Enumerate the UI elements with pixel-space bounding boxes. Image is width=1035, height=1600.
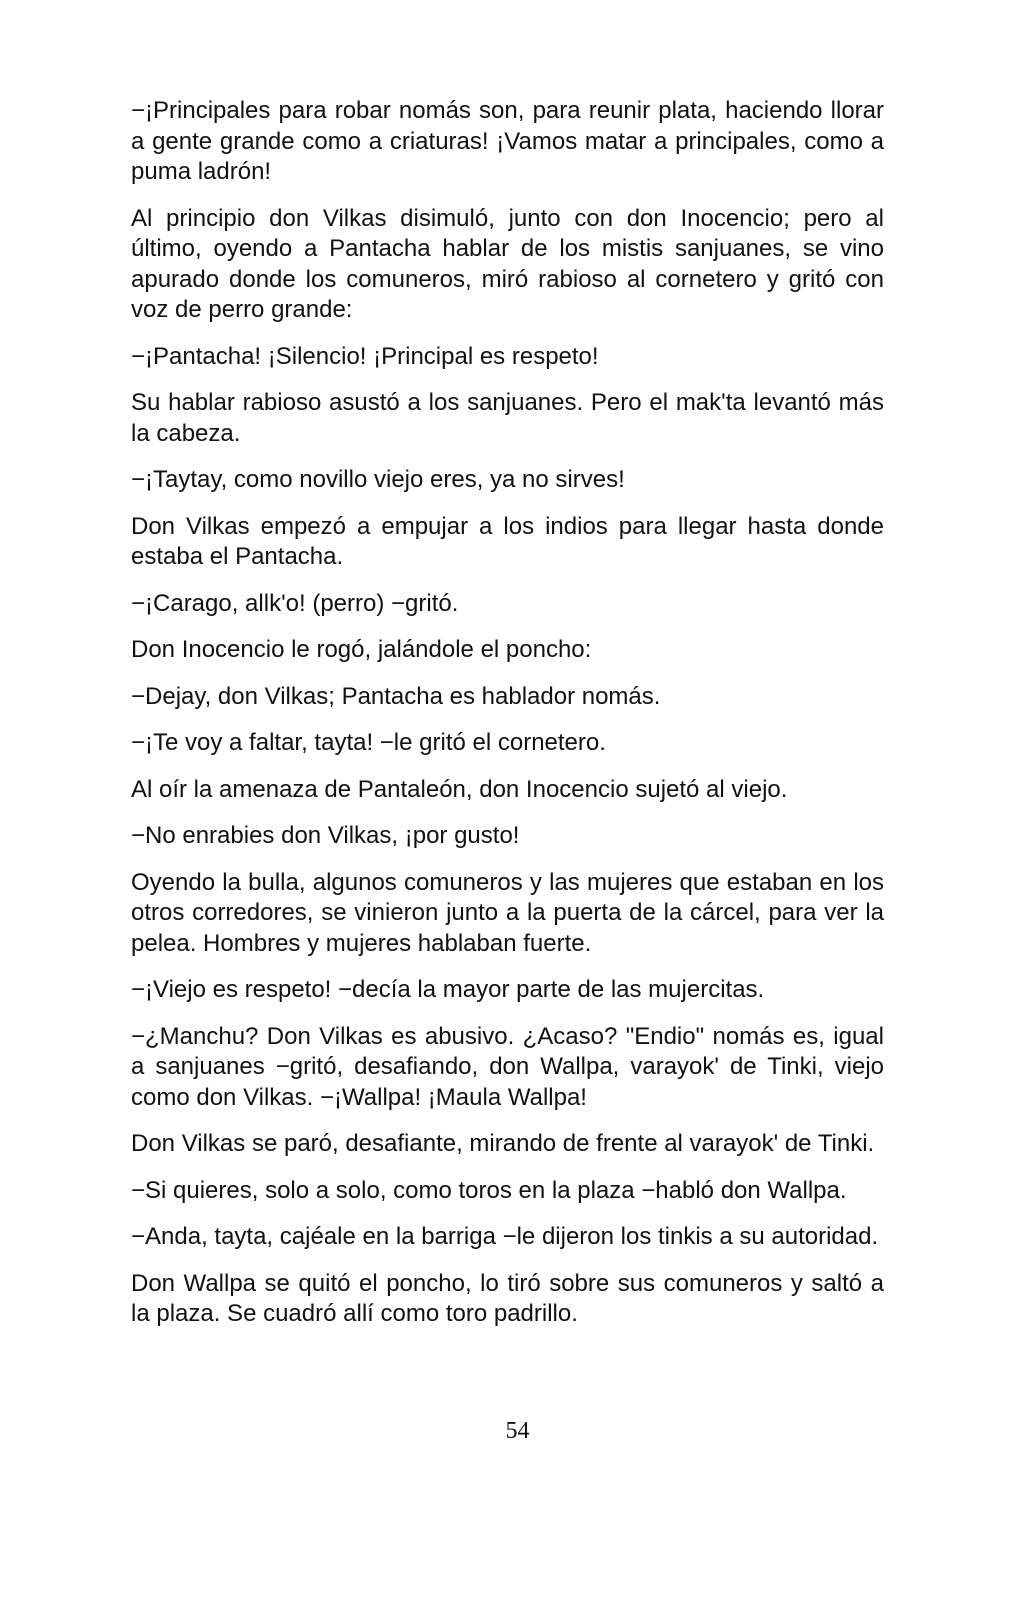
paragraph: Don Vilkas se paró, desafiante, mirando de frente al varayok' de Tinki. (131, 1130, 875, 1157)
paragraph: Al oír la amenaza de Pantaleón, don Inocencio sujetó al viejo. (131, 775, 788, 803)
paragraph: −¡Pantacha! ¡Silencio! ¡Principal es respeto! (131, 342, 599, 370)
paragraph: −¡Te voy a faltar, tayta! −le gritó el cornetero. (131, 729, 606, 756)
paragraph: −No enrabies don Vilkas, ¡por gusto! (131, 822, 520, 849)
paragraph: −¡Principales para robar nomás son, para reunir plata, haciendo llorar a gente grande como a criaturas! ¡Vamos matar a principales, como a puma ladrón! (131, 97, 884, 185)
paragraph: Don Inocencio le rogó, jalándole el poncho: (131, 636, 592, 663)
paragraph: −Dejay, don Vilkas; Pantacha es hablador nomás. (131, 682, 661, 710)
paragraph: −¡Carago, allk'o! (perro) −gritó. (131, 589, 459, 617)
paragraph: −Si quieres, solo a solo, como toros en la plaza −habló don Wallpa. (131, 1176, 847, 1204)
page-number: 54 (505, 1418, 530, 1444)
paragraph: −Anda, tayta, cajéale en la barriga −le dijeron los tinkis a su autoridad. (131, 1223, 879, 1250)
paragraph: Oyendo la bulla, algunos comuneros y las mujeres que estaban en los otros corredores, se vinieron junto a la puerta de la cárcel, para ver la pelea. Hombres y mujeres hablaban fuerte. (131, 868, 884, 957)
paragraph: −¿Manchu? Don Vilkas es abusivo. ¿Acaso? "Endio" nomás es, igual a sanjuanes −gritó, desafiando, don Wallpa, varayok' de Tinki, viejo como don Vilkas. −¡Wallpa! ¡Maula Wallpa! (131, 1022, 884, 1111)
paragraph: −¡Viejo es respeto! −decía la mayor parte de las mujercitas. (131, 976, 765, 1003)
paragraph: Al principio don Vilkas disimuló, junto con don Inocencio; pero al último, oyendo a Pantacha hablar de los mistis sanjuanes, se vino apurado donde los comuneros, miró rabioso al cornetero y gritó con voz de perro grande: (131, 204, 884, 323)
paragraph: Su hablar rabioso asustó a los sanjuanes. Pero el mak'ta levantó más la cabeza. (131, 389, 884, 447)
paragraph: Don Wallpa se quitó el poncho, lo tiró sobre sus comuneros y saltó a la plaza. Se cuadró allí como toro padrillo. (131, 1269, 884, 1327)
page-text-block (131, 96, 884, 1346)
paragraph: Don Vilkas empezó a empujar a los indios para llegar hasta donde estaba el Pantacha. (131, 512, 884, 570)
paragraph: −¡Taytay, como novillo viejo eres, ya no sirves! (131, 466, 625, 493)
